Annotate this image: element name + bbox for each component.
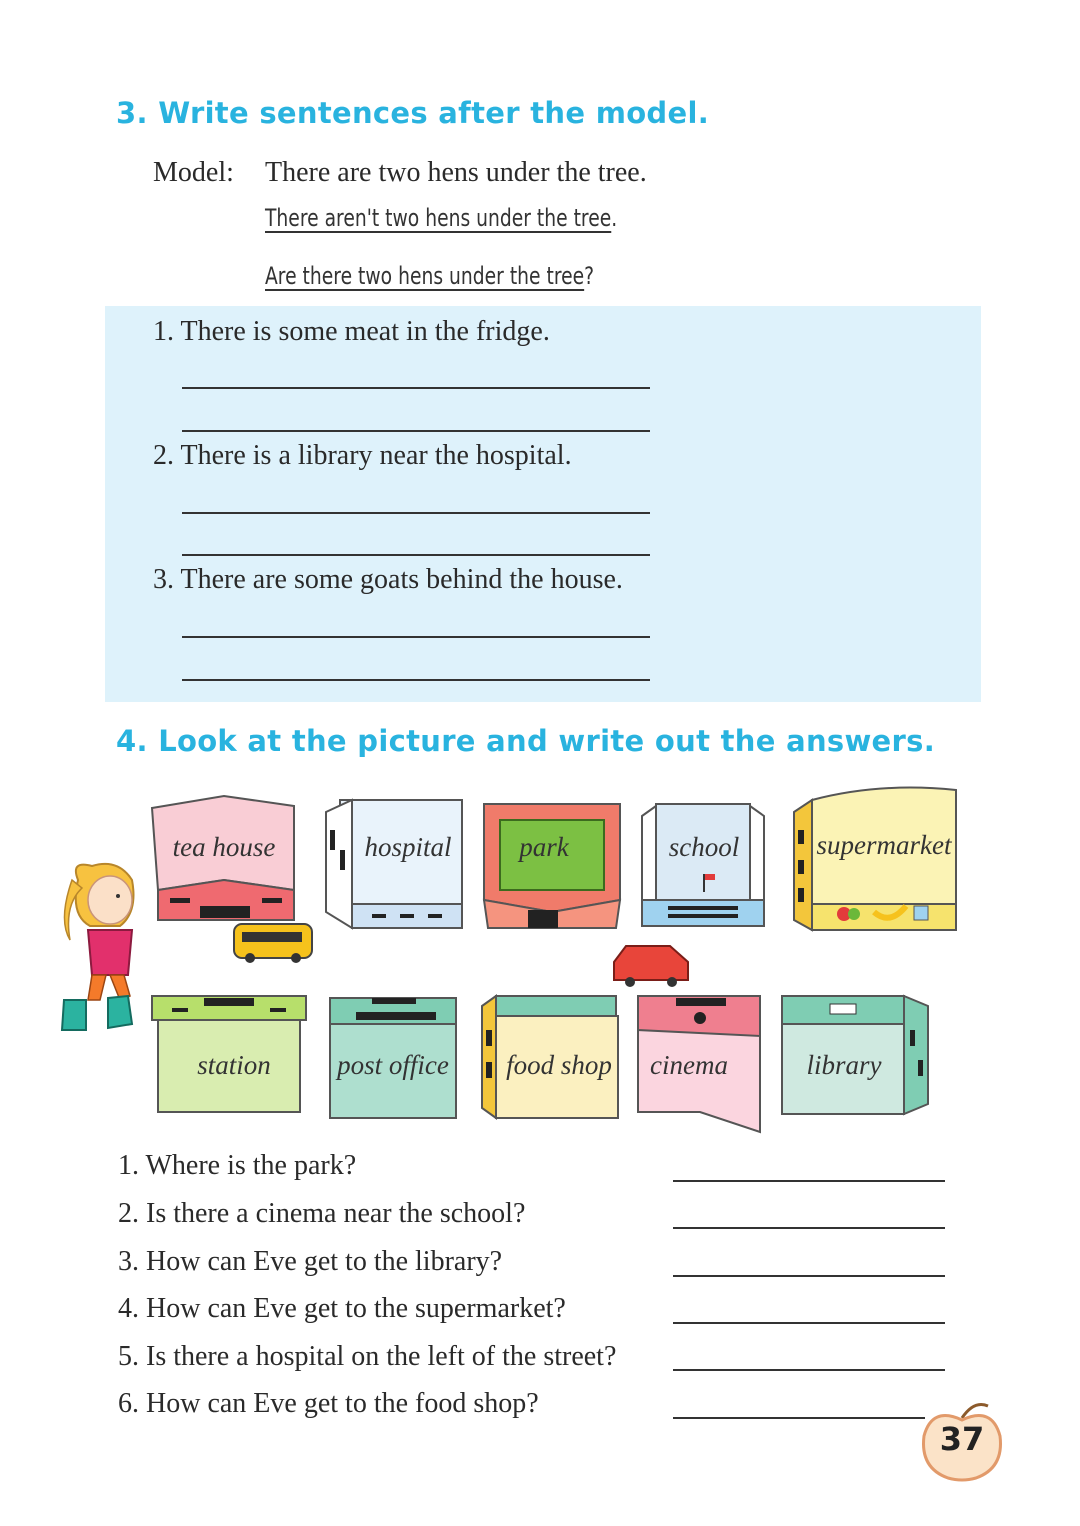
girl-figure [62, 864, 134, 1030]
label-station: station [197, 1050, 271, 1080]
building-school [642, 804, 764, 926]
exercise-item-1: 1. There is some meat in the fridge. [153, 316, 550, 347]
question-3: 3. How can Eve get to the library? [118, 1246, 503, 1277]
question-3-answer-line[interactable] [673, 1275, 945, 1277]
question-2-answer-line[interactable] [673, 1227, 945, 1229]
label-tea-house: tea house [172, 832, 276, 862]
page-number: 37 [939, 1420, 985, 1458]
section-3-title: 3. Write sentences after the model. [116, 96, 710, 130]
question-5-answer-line[interactable] [673, 1369, 945, 1371]
model-label: Model: [153, 157, 234, 188]
question-4: 4. How can Eve get to the supermarket? [118, 1293, 566, 1324]
exercise-item-3: 3. There are some goats behind the house. [153, 564, 623, 595]
label-library: library [806, 1050, 882, 1080]
question-1: 1. Where is the park? [118, 1150, 357, 1181]
question-6-answer-line[interactable] [673, 1417, 925, 1419]
question-1-answer-line[interactable] [673, 1180, 945, 1182]
model-question-end: ? [584, 262, 595, 290]
label-hospital: hospital [364, 832, 452, 862]
question-5: 5. Is there a hospital on the left of the street? [118, 1341, 617, 1372]
question-2: 2. Is there a cinema near the school? [118, 1198, 526, 1229]
building-hospital [326, 800, 462, 928]
car [614, 946, 688, 987]
bus [234, 924, 312, 963]
model-negative-end: . [611, 204, 618, 232]
label-park: park [519, 832, 569, 862]
label-post-office: post office [337, 1050, 449, 1080]
model-question-text: Are there two hens under the tree [265, 262, 585, 290]
label-school: school [668, 832, 740, 862]
question-6: 6. How can Eve get to the food shop? [118, 1388, 539, 1419]
question-4-answer-line[interactable] [673, 1322, 945, 1324]
label-cinema: cinema [650, 1050, 728, 1080]
label-food-shop: food shop [506, 1050, 612, 1080]
section-4-title: 4. Look at the picture and write out the answers. [116, 724, 936, 758]
label-supermarket: supermarket [816, 830, 952, 860]
model-negative-text: There aren't two hens under the tree [265, 204, 612, 232]
building-park [484, 804, 620, 928]
model-sentence: There are two hens under the tree. [265, 157, 647, 188]
exercise-item-2: 2. There is a library near the hospital. [153, 440, 572, 471]
